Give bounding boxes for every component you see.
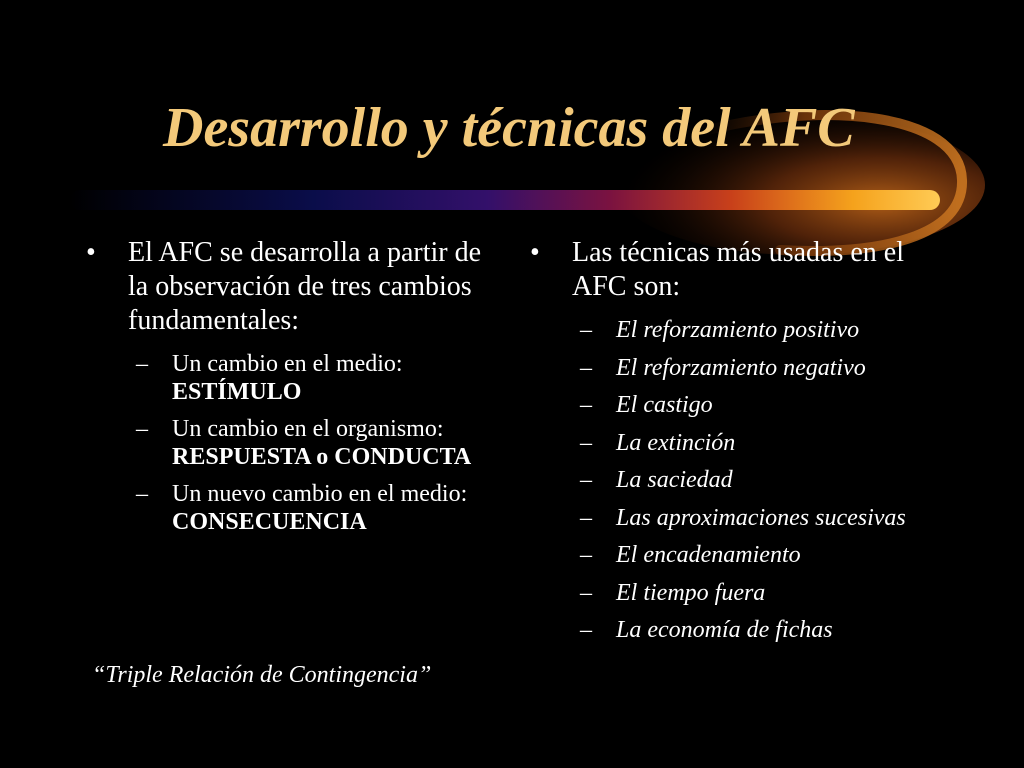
left-bullet	[86, 236, 506, 338]
left-bullet-text: El AFC se desarrolla a partir de la observación de tres cambios fundamentales:	[128, 237, 482, 336]
right-bullet-text: Las técnicas más usadas en el AFC son:	[572, 237, 904, 302]
contingency-quote: “Triple Relación de Contingencia”	[92, 662, 432, 688]
list-item-text: Un cambio en el organismo:	[172, 416, 444, 442]
dash-marker: –	[580, 429, 592, 456]
list-item	[530, 466, 950, 494]
list-item-text: El reforzamiento positivo	[616, 317, 860, 343]
bullet-marker: •	[86, 237, 96, 268]
list-item-text: La economía de fichas	[616, 617, 833, 643]
list-item	[530, 579, 950, 607]
list-item-text: El castigo	[616, 392, 713, 418]
list-item-bold-text: CONSECUENCIA	[172, 509, 367, 535]
list-item-text: El encadenamiento	[616, 542, 801, 568]
list-item	[530, 541, 950, 569]
technique-list	[530, 316, 950, 644]
dash-marker: –	[580, 354, 592, 381]
left-sub-list	[86, 350, 506, 536]
dash-marker: –	[580, 617, 592, 643]
list-item	[530, 504, 950, 532]
dash-marker: –	[136, 416, 148, 442]
bullet-marker: •	[530, 237, 540, 268]
right-column	[530, 236, 950, 654]
list-item-text: El reforzamiento negativo	[616, 354, 866, 381]
list-item	[86, 350, 506, 406]
list-item-text: El tiempo fuera	[616, 579, 766, 606]
list-item	[530, 354, 950, 382]
left-column	[86, 236, 506, 545]
gradient-band	[70, 190, 940, 210]
dash-marker: –	[136, 481, 148, 507]
list-item-bold-text: RESPUESTA o CONDUCTA	[172, 444, 472, 470]
dash-marker: –	[580, 317, 592, 343]
dash-marker: –	[580, 467, 592, 493]
list-item	[530, 391, 950, 419]
list-item-text: Un cambio en el medio:	[172, 351, 403, 377]
list-item-text: Un nuevo cambio en el medio:	[172, 481, 468, 507]
list-item	[530, 316, 950, 344]
dash-marker: –	[580, 392, 592, 418]
dash-marker: –	[136, 351, 148, 377]
dash-marker: –	[580, 542, 592, 568]
list-item-text: Las aproximaciones sucesivas	[616, 504, 906, 531]
list-item	[86, 480, 506, 536]
list-item	[530, 616, 950, 644]
list-item-text: La extinción	[616, 429, 736, 456]
dash-marker: –	[580, 504, 592, 531]
dash-marker: –	[580, 579, 592, 606]
slide-title: Desarrollo y técnicas del AFC	[163, 97, 855, 159]
right-bullet	[530, 236, 950, 304]
list-item-text: La saciedad	[616, 467, 733, 493]
list-item-bold-text: ESTÍMULO	[172, 379, 302, 405]
list-item	[86, 415, 506, 471]
list-item	[530, 429, 950, 457]
